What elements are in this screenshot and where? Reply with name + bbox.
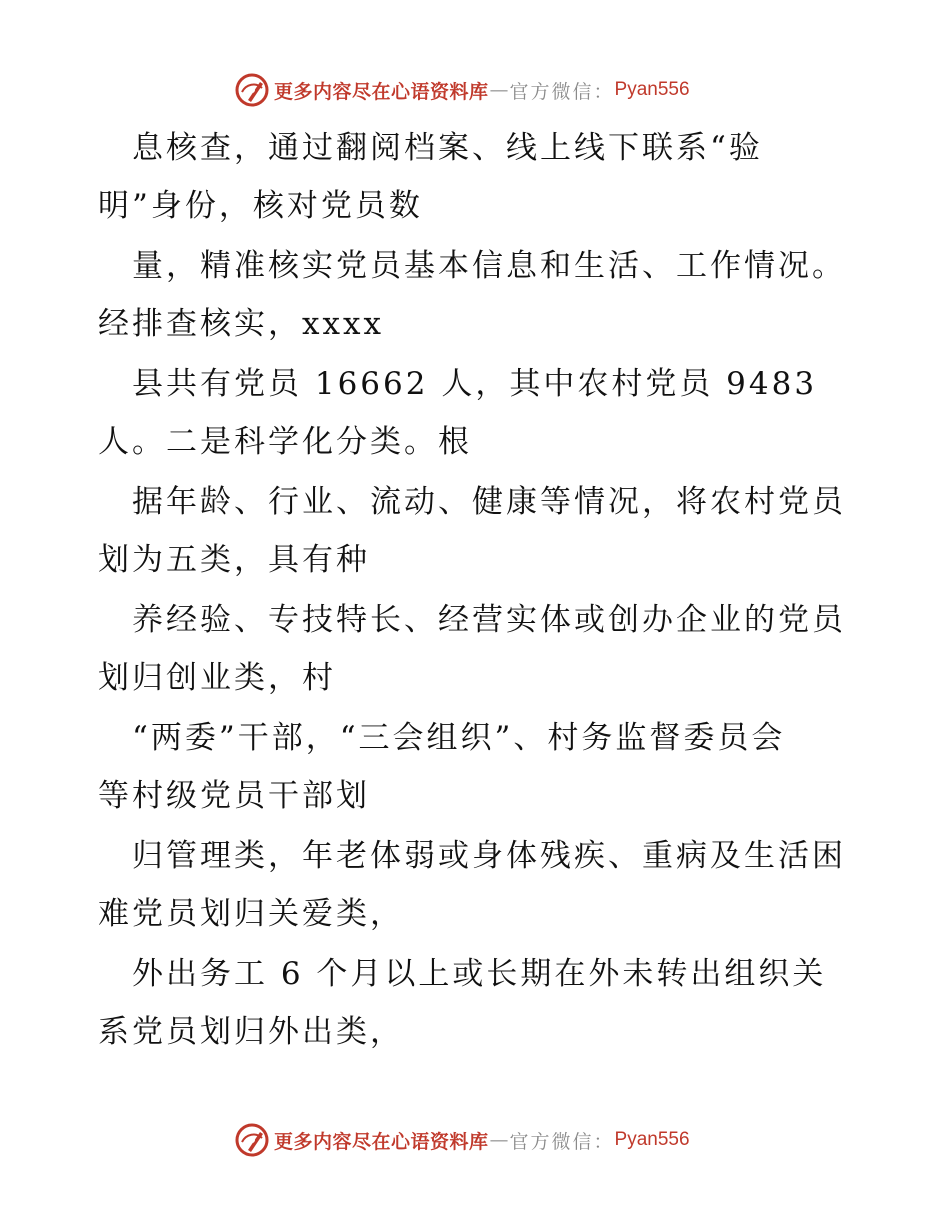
banner-separator: — [489, 1129, 509, 1151]
text-line-15: 外出务工 6 个月以上或长期在外未转出组织关 [98, 956, 827, 992]
text-line-7: 据年龄、行业、流动、健康等情况，将农村党员 [98, 484, 846, 520]
text-line-16: 系党员划归外出类， [98, 1014, 404, 1050]
text-line-3: 量，精准核实党员基本信息和生活、工作情况。 [98, 248, 846, 284]
text-line-9: 养经验、专技特长、经营实体或创办企业的党员 [98, 602, 846, 638]
text-line-12: 等村级党员干部划 [98, 778, 370, 814]
pen-logo-icon [234, 1122, 270, 1158]
header-banner [234, 70, 690, 110]
text-line-4: 经排查核实，xxxx [98, 306, 384, 342]
text-line-14: 难党员划归关爱类， [98, 896, 404, 932]
text-line-8: 划为五类，具有种 [98, 542, 370, 578]
banner-separator: — [489, 79, 509, 101]
banner-wechat-id: Pyan556 [614, 79, 690, 100]
footer-banner [234, 1120, 690, 1160]
banner-text: 更多内容尽在心语资料库 [274, 80, 489, 103]
text-line-2: 明”身份，核对党员数 [98, 188, 423, 224]
text-line-1: 息核查，通过翻阅档案、线上线下联系“验 [98, 130, 763, 166]
text-line-13: 归管理类，年老体弱或身体残疾、重病及生活困 [98, 838, 846, 874]
banner-wechat-id: Pyan556 [614, 1129, 690, 1150]
pen-logo-icon [234, 72, 270, 108]
text-line-6: 人。二是科学化分类。根 [98, 424, 472, 460]
text-line-10: 划归创业类，村 [98, 660, 336, 696]
banner-text: 更多内容尽在心语资料库 [274, 1130, 489, 1153]
banner-official-label: 官方微信： [509, 1130, 615, 1153]
banner-official-label: 官方微信： [509, 80, 615, 103]
text-line-5: 县共有党员 16662 人，其中农村党员 9483 [98, 366, 818, 402]
text-line-11: “两委”干部，“三会组织”、村务监督委员会 [98, 720, 786, 756]
